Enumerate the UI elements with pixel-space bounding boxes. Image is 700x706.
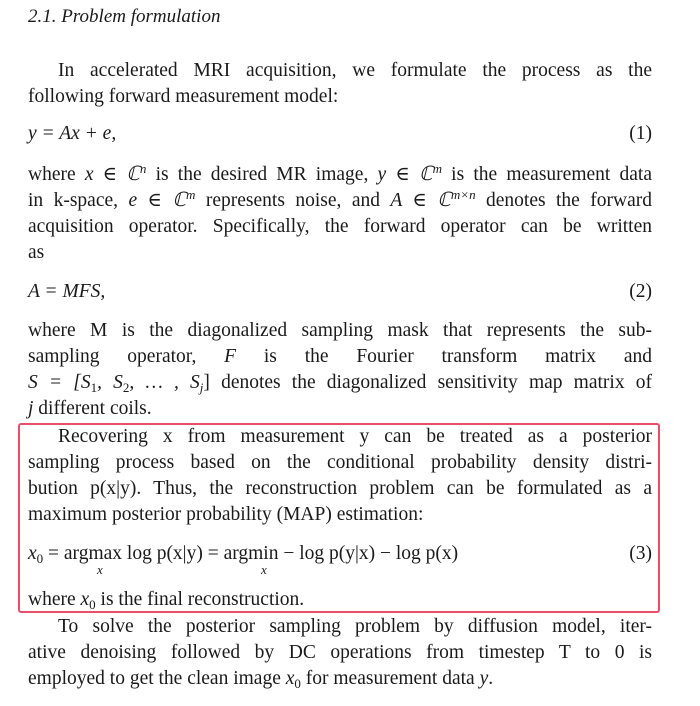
text-span: . [488,668,494,689]
paragraph-1-line-2: following forward measurement model: [28,86,339,107]
equation-2-number: (2) [629,281,652,302]
word: matrix [545,346,597,367]
text-span: = argmax log p(x|y) = argmin − log p(y|x) − log p(x) [43,543,459,564]
word: is [263,346,277,367]
paragraph-4-line-1: To solve the posterior sampling problem by diffusion model, iter- [58,616,652,637]
text-span: where [28,589,81,610]
math-span: j [28,398,34,419]
equation-2-body: A = MFS, [28,281,106,302]
math-span: y ∈ ℂ [377,164,433,185]
subscript: 0 [36,551,44,566]
word: Fourier [356,346,414,367]
subscript: j [199,380,204,395]
equation-1-body: y = Ax + e, [28,123,117,144]
text-span: different coils. [33,398,152,419]
paragraph-3-line-2 [28,344,652,370]
paragraph-4-line-2: ative denoising followed by DC operations from timestep T to 0 is [28,642,652,663]
math-span: y [479,668,489,689]
paragraph-3-line-4 [28,396,652,422]
subscript: 1 [90,380,98,395]
equation-2 [28,278,652,306]
math-span: A ∈ ℂ [390,190,451,211]
subscript: 0 [294,676,301,691]
paragraph-3-line-3 [28,370,652,396]
word: and [623,346,652,367]
paragraph-2-line-4: as [28,242,45,263]
math-span: x ∈ ℂ [84,164,140,185]
text-span: denotes the diagonalized sensitivity map matrix of [209,372,653,393]
paragraph-3-line-1: where M is the diagonalized sampling mask that represents the sub- [28,320,652,341]
highlight-line-2: sampling process based on the conditional probability density distri- [28,452,652,473]
math-span: , S [97,372,123,393]
math-span: e ∈ ℂ [128,190,187,211]
text-span: is the desired MR image, [146,164,378,185]
text-span: employed to get the clean image [28,668,286,689]
text-span: denotes the forward [475,190,652,211]
superscript: m×n [450,187,476,202]
superscript: m [432,161,442,176]
superscript: m [186,187,196,202]
word: transform [441,346,518,367]
highlight-box [18,423,660,613]
highlight-line-3: bution p(x|y). Thus, the reconstruction problem can be formulated as a [28,478,652,499]
equation-3-number: (3) [629,543,652,564]
argmin-subscript: x [261,562,267,577]
paragraph-1-line-1: In accelerated MRI acquisition, we formulate the process as the [58,60,652,81]
superscript: n [139,161,147,176]
math-span: x [285,668,295,689]
text-span: represents noise, and [195,190,391,211]
highlight-line-1: Recovering x from measurement y can be treated as a posterior [58,426,652,447]
subscript: 0 [89,597,96,612]
text-span: ] [203,372,210,393]
word: sampling [28,346,100,367]
math-span: S = [S [28,372,91,393]
equation-1-number: (1) [629,123,652,144]
text-span: is the measurement data [441,164,652,185]
subscript: 2 [122,380,130,395]
word: the [304,346,329,367]
math-span: x [28,543,37,564]
text-span: where [28,164,85,185]
paragraph-2-line-3: acquisition operator. Specifically, the forward operator can be written [28,216,652,237]
text-span: for measurement data [300,668,480,689]
paragraph-4-line-3 [28,666,652,692]
text-span: in k-space, [28,190,129,211]
math-span: x [80,589,90,610]
math-span: F [224,346,237,367]
paragraph-2-line-2 [28,188,652,214]
text-span: is the final reconstruction. [95,589,305,610]
section-title: 2.1. Problem formulation [28,6,221,27]
highlight-line-4: maximum posterior probability (MAP) estimation: [28,504,424,525]
equation-1 [28,120,652,148]
math-span: , … , S [129,372,200,393]
argmax-subscript: x [97,562,103,577]
paragraph-2-line-1 [28,162,652,188]
word: operator, [127,346,197,367]
